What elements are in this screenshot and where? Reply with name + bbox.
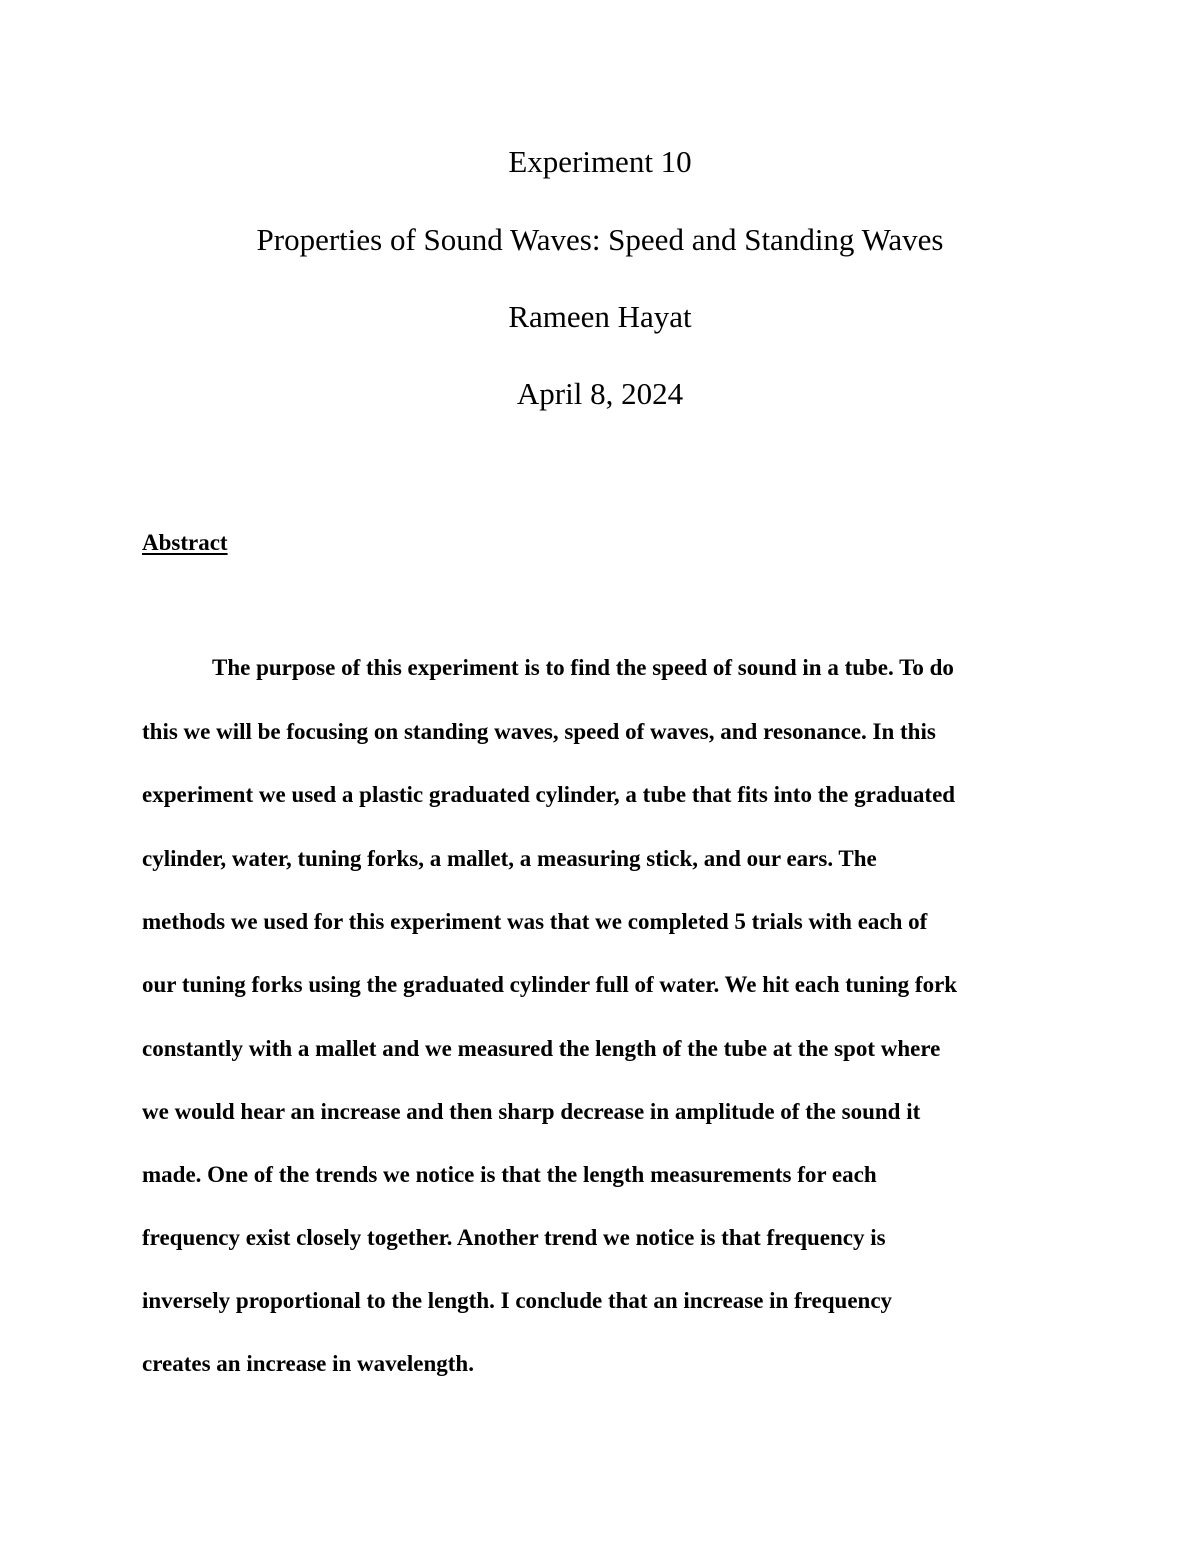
abstract-line: made. One of the trends we notice is that the length measurements for each <box>142 1162 877 1187</box>
abstract-line: experiment we used a plastic graduated cylinder, a tube that fits into the graduated <box>142 782 956 807</box>
document-title: Properties of Sound Waves: Speed and Standing Waves <box>256 222 944 257</box>
author-name: Rameen Hayat <box>508 299 692 334</box>
abstract-line: creates an increase in wavelength. <box>142 1351 474 1376</box>
abstract-line: cylinder, water, tuning forks, a mallet, a measuring stick, and our ears. The <box>142 846 877 871</box>
abstract-line: inversely proportional to the length. I conclude that an increase in frequency <box>142 1288 893 1313</box>
abstract-line: we would hear an increase and then sharp decrease in amplitude of the sound it <box>142 1099 921 1124</box>
experiment-number: Experiment 10 <box>508 144 692 179</box>
document-date: April 8, 2024 <box>516 376 684 411</box>
abstract-line: frequency exist closely together. Another trend we notice is that frequency is <box>142 1225 886 1250</box>
abstract-line: constantly with a mallet and we measured the length of the tube at the spot where <box>142 1036 941 1061</box>
abstract-heading: Abstract <box>142 530 228 555</box>
abstract-line: this we will be focusing on standing waves, speed of waves, and resonance. In this <box>142 719 936 744</box>
abstract-line: The purpose of this experiment is to find the speed of sound in a tube. To do <box>212 655 954 680</box>
abstract-line: our tuning forks using the graduated cylinder full of water. We hit each tuning fork <box>142 972 958 997</box>
abstract-line: methods we used for this experiment was that we completed 5 trials with each of <box>142 909 928 934</box>
